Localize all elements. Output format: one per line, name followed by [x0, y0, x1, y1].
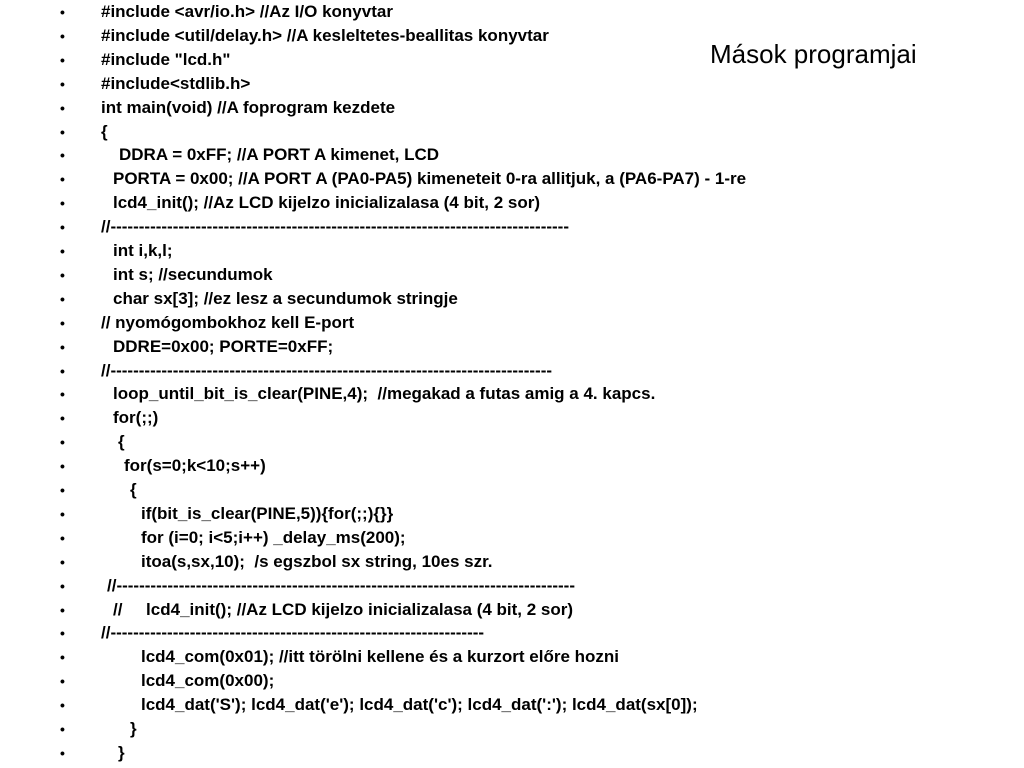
bullet-dot: • [60, 434, 65, 451]
code-line-text: #include <avr/io.h> //Az I/O konyvtar [101, 2, 393, 21]
code-line-text: itoa(s,sx,10); /s egszbol sx string, 10es szr. [141, 551, 493, 571]
code-line-text: { [101, 121, 108, 141]
bullet-dot: • [60, 673, 65, 690]
code-line-text: // nyomógombokhoz kell E-port [101, 312, 355, 332]
bullet-dot: • [60, 410, 65, 427]
bullet-dot: • [60, 75, 65, 92]
code-line-text: loop_until_bit_is_clear(PINE,4); //megakad a futas amig a 4. kapcs. [113, 384, 656, 404]
code-line-text: #include<stdlib.h> [101, 73, 251, 93]
code-line-text: #include "lcd.h" [101, 49, 231, 69]
bullet-dot: • [60, 553, 65, 570]
bullet-dot: • [60, 744, 65, 761]
code-line-text: } [130, 719, 137, 738]
bullet-dot: • [60, 338, 65, 355]
code-line-text: if(bit_is_clear(PINE,5)){for(;;){}} [141, 503, 394, 523]
code-line-text: PORTA = 0x00; //A PORT A (PA0-PA5) kimeneteit 0-ra allitjuk, a (PA6-PA7) - 1-re [113, 169, 747, 189]
bullet-dot: • [60, 290, 65, 307]
bullet-dot: • [60, 649, 65, 666]
code-line-text: { [130, 480, 137, 499]
bullet-dot: • [60, 27, 65, 44]
code-line-text: for (i=0; i<5;i++) _delay_ms(200); [141, 527, 406, 547]
code-line-text: } [118, 742, 125, 762]
bullet-dot: • [60, 266, 65, 283]
code-line-text: DDRA = 0xFF; //A PORT A kimenet, LCD [119, 145, 440, 165]
code-line-text: lcd4_com(0x01); //itt törölni kellene és a kurzort előre hozni [141, 647, 620, 667]
bullet-dot: • [60, 171, 65, 188]
bullet-dot: • [60, 505, 65, 522]
code-line-text: // lcd4_init(); //Az LCD kijelzo inicializalasa (4 bit, 2 sor) [113, 599, 574, 619]
code-line-text: int s; //secundumok [113, 264, 273, 284]
bullet-dot: • [60, 99, 65, 116]
code-line-text: for(;;) [113, 408, 159, 428]
bullet-dot: • [60, 386, 65, 403]
bullet-dot: • [60, 577, 65, 594]
bullet-dot: • [60, 529, 65, 546]
code-line-text: char sx[3]; //ez lesz a secundumok stringje [113, 288, 458, 308]
bullet-dot: • [60, 601, 65, 618]
bullet-dot: • [60, 219, 65, 236]
code-line-text: { [118, 432, 125, 452]
bullet-dot: • [60, 314, 65, 331]
code-line-text: lcd4_dat('S'); lcd4_dat('e'); lcd4_dat('c'); lcd4_dat(':'); lcd4_dat(sx[0]); [141, 695, 698, 715]
code-line-text: for(s=0;k<10;s++) [124, 456, 266, 476]
code-line-text: lcd4_init(); //Az LCD kijelzo inicializalasa (4 bit, 2 sor) [113, 193, 540, 213]
code-line-text: //--------------------------------------------------------------------------------- [107, 575, 575, 595]
bullet-dot: • [60, 362, 65, 379]
code-line-text: //------------------------------------------------------------------------------ [101, 360, 553, 380]
bullet-dot: • [60, 721, 65, 737]
bullet-dot: • [60, 4, 65, 20]
code-line-text: int main(void) //A foprogram kezdete [101, 97, 396, 117]
bullet-dot: • [60, 458, 65, 475]
bullet-dot: • [60, 697, 65, 714]
code-line-text: int i,k,l; [113, 241, 173, 260]
code-line-text: #include <util/delay.h> //A kesleltetes-beallitas konyvtar [101, 25, 549, 45]
bullet-dot: • [60, 625, 65, 642]
bullet-dot: • [60, 123, 65, 140]
bullet-dot: • [60, 482, 65, 498]
bullet-dot: • [60, 195, 65, 212]
code-line-text: //--------------------------------------------------------------------------------- [101, 217, 569, 237]
code-line-text: lcd4_com(0x00); [141, 671, 275, 691]
slide-title: Mások programjai [710, 39, 917, 69]
code-line-text: DDRE=0x00; PORTE=0xFF; [113, 336, 334, 356]
bullet-dot: • [60, 147, 65, 164]
bullet-dot: • [60, 243, 65, 259]
bullet-dot: • [60, 51, 65, 68]
code-line-text: //------------------------------------------------------------------ [101, 623, 485, 643]
